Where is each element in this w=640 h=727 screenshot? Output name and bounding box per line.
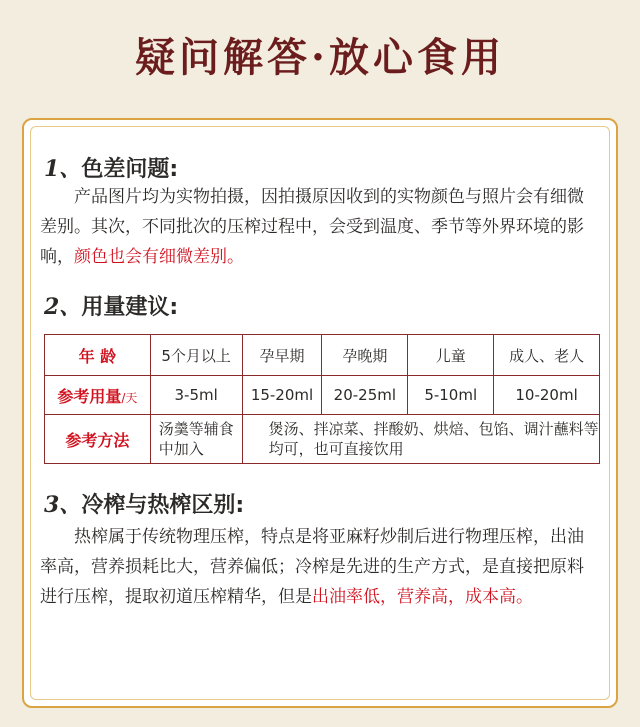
- table-cell: 孕早期: [242, 335, 322, 376]
- page-title: 疑问解答·放心食用: [135, 34, 505, 81]
- paragraph-text: 热榨属于传统物理压榨，特点是将亚麻籽炒制后进行物理压榨，出油率高，营养损耗比大，营养偏低；冷榨是先进的生产方式，是直接把原料进行压榨，提取初道压榨精华，但是: [40, 527, 584, 607]
- section-number: 1、: [44, 156, 82, 182]
- section-paragraph-color: [40, 182, 600, 272]
- section-title: 用量建议:: [81, 295, 179, 320]
- table-cell: 成人、老人: [494, 335, 600, 376]
- table-cell: 儿童: [408, 335, 494, 376]
- table-cell: 汤羹等辅食中加入: [150, 415, 242, 464]
- table-cell: 20-25ml: [322, 376, 408, 415]
- row-label-amount-unit: /天: [121, 390, 138, 405]
- table-cell-merged: 煲汤、拌凉菜、拌酸奶、烘焙、包馅、调汁蘸料等均可，也可直接饮用: [242, 415, 599, 464]
- section-title: 色差问题:: [81, 157, 179, 182]
- section-number: 3、: [44, 492, 82, 518]
- table-cell: 5个月以上: [150, 335, 242, 376]
- table-row-age: [45, 335, 600, 376]
- row-label-age: 年 龄: [45, 335, 151, 376]
- paragraph-highlight: 颜色也会有细微差别。: [74, 247, 244, 267]
- table-cell: 10-20ml: [494, 376, 600, 415]
- row-label-method: 参考方法: [45, 415, 151, 464]
- section-heading-pressing: [44, 488, 244, 519]
- paragraph-highlight: 出油率低，营养高，成本高。: [312, 587, 533, 607]
- row-label-amount-text: 参考用量: [57, 386, 122, 406]
- table-cell: 5-10ml: [408, 376, 494, 415]
- table-cell: 孕晚期: [322, 335, 408, 376]
- table-cell: 15-20ml: [242, 376, 322, 415]
- section-title: 冷榨与热榨区别:: [81, 493, 245, 518]
- paragraph-text: 产品图片均为实物拍摄，因拍摄原因收到的实物颜色与照片会有细微差别。其次，不同批次的压榨过程中，会受到温度、季节等外界环境的影响，: [40, 187, 584, 267]
- row-label-amount: [45, 376, 151, 415]
- section-number: 2、: [44, 294, 82, 320]
- section-heading-color: [44, 152, 178, 183]
- table-row-method: [45, 415, 600, 464]
- section-paragraph-pressing: [40, 522, 600, 612]
- section-heading-usage: [44, 290, 178, 321]
- table-cell: 3-5ml: [150, 376, 242, 415]
- table-row-amount: [45, 376, 600, 415]
- usage-table: [44, 334, 600, 464]
